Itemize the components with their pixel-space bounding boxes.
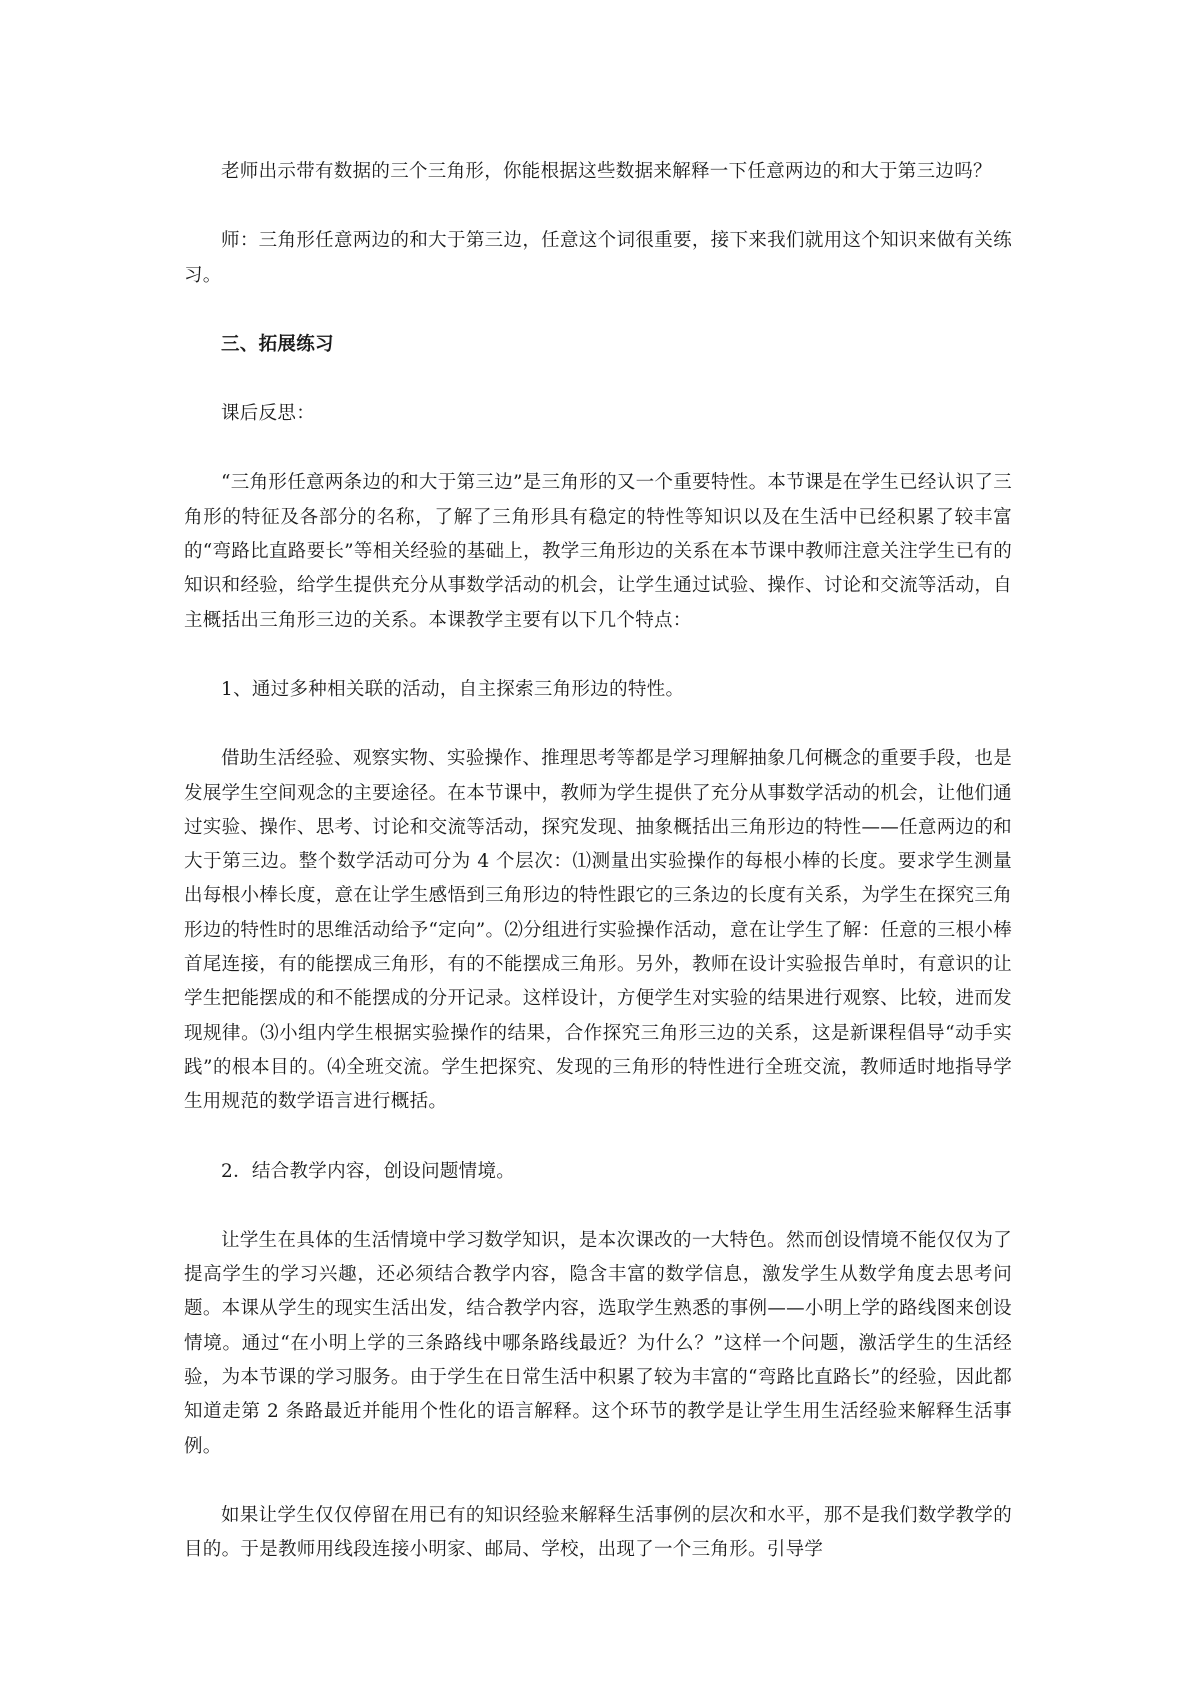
paragraph-continuation: 如果让学生仅仅停留在用已有的知识经验来解释生活事例的层次和水平，那不是我们数学教学的目的。于是教师用线段连接小明家、邮局、学校，出现了一个三角形。引导学 (184, 1504, 1012, 1561)
list-point-2: 2．结合教学内容，创设问题情境。 (221, 1160, 516, 1182)
paragraph-reflection-intro: “三角形任意两条边的和大于第三边”是三角形的又一个重要特性。本节课是在学生已经认识了三角形的特征及各部分的名称，了解了三角形具有稳定的特性等知识以及在生活中已经积累了较丰富的“弯路比直路要长”等相关经验的基础上，教学三角形边的关系在本节课中教师注意关注学生已有的知识和经验，给学生提供充分从事数学活动的机会，让学生通过试验、操作、讨论和交流等活动，自主概括出三角形三边的关系。本课教学主要有以下几个特点： (184, 472, 1012, 631)
section-heading-extension-practice: 三、拓展练习 (221, 333, 334, 355)
paragraph-point-2-detail: 让学生在具体的生活情境中学习数学知识，是本次课改的一大特色。然而创设情境不能仅仅为了提高学生的学习兴趣，还必须结合教学内容，隐含丰富的数学信息，激发学生从数学角度去思考问题。本课从学生的现实生活出发，结合教学内容，选取学生熟悉的事例——小明上学的路线图来创设情境。通过“在小明上学的三条路线中哪条路线最近？为什么？”这样一个问题，激活学生的生活经验，为本节课的学习服务。由于学生在日常生活中积累了较为丰富的“弯路比直路长”的经验，因此都知道走第 2 条路最近并能用个性化的语言解释。这个环节的教学是让学生用生活经验来解释生活事例。 (184, 1229, 1012, 1457)
paragraph-teacher-shows-triangles: 老师出示带有数据的三个三角形，你能根据这些数据来解释一下任意两边的和大于第三边吗？ (221, 161, 992, 182)
section-label-reflection: 课后反思： (221, 403, 316, 425)
paragraph-point-1-detail: 借助生活经验、观察实物、实验操作、推理思考等都是学习理解抽象几何概念的重要手段，也是发展学生空间观念的主要途径。在本节课中，教师为学生提供了充分从事数学活动的机会，让他们通过实验、操作、思考、讨论和交流等活动，探究发现、抽象概括出三角形边的特性——任意两边的和大于第三边。整个数学活动可分为 4 个层次：⑴测量出实验操作的每根小棒的长度。要求学生测量出每根小棒长度，意在让学生感悟到三角形边的特性跟它的三条边的长度有关系，为学生在探究三角形边的特性时的思维活动给予“定向”。⑵分组进行实验操作活动，意在让学生了解：任意的三根小棒首尾连接，有的能摆成三角形，有的不能摆成三角形。另外，教师在设计实验报告单时，有意识的让学生把能摆成的和不能摆成的分开记录。这样设计，方便学生对实验的结果进行观察、比较，进而发现规律。⑶小组内学生根据实验操作的结果，合作探究三角形三边的关系，这是新课程倡导“动手实践”的根本目的。⑷全班交流。学生把探究、发现的三角形的特性进行全班交流，教师适时地指导学生用规范的数学语言进行概括。 (184, 748, 1012, 1113)
document-page (184, 155, 1012, 1603)
list-point-1: 1、通过多种相关联的活动，自主探索三角形边的特性。 (221, 678, 685, 700)
paragraph-teacher-remark: 师：三角形任意两边的和大于第三边，任意这个词很重要，接下来我们就用这个知识来做有关练习。 (184, 230, 1012, 286)
